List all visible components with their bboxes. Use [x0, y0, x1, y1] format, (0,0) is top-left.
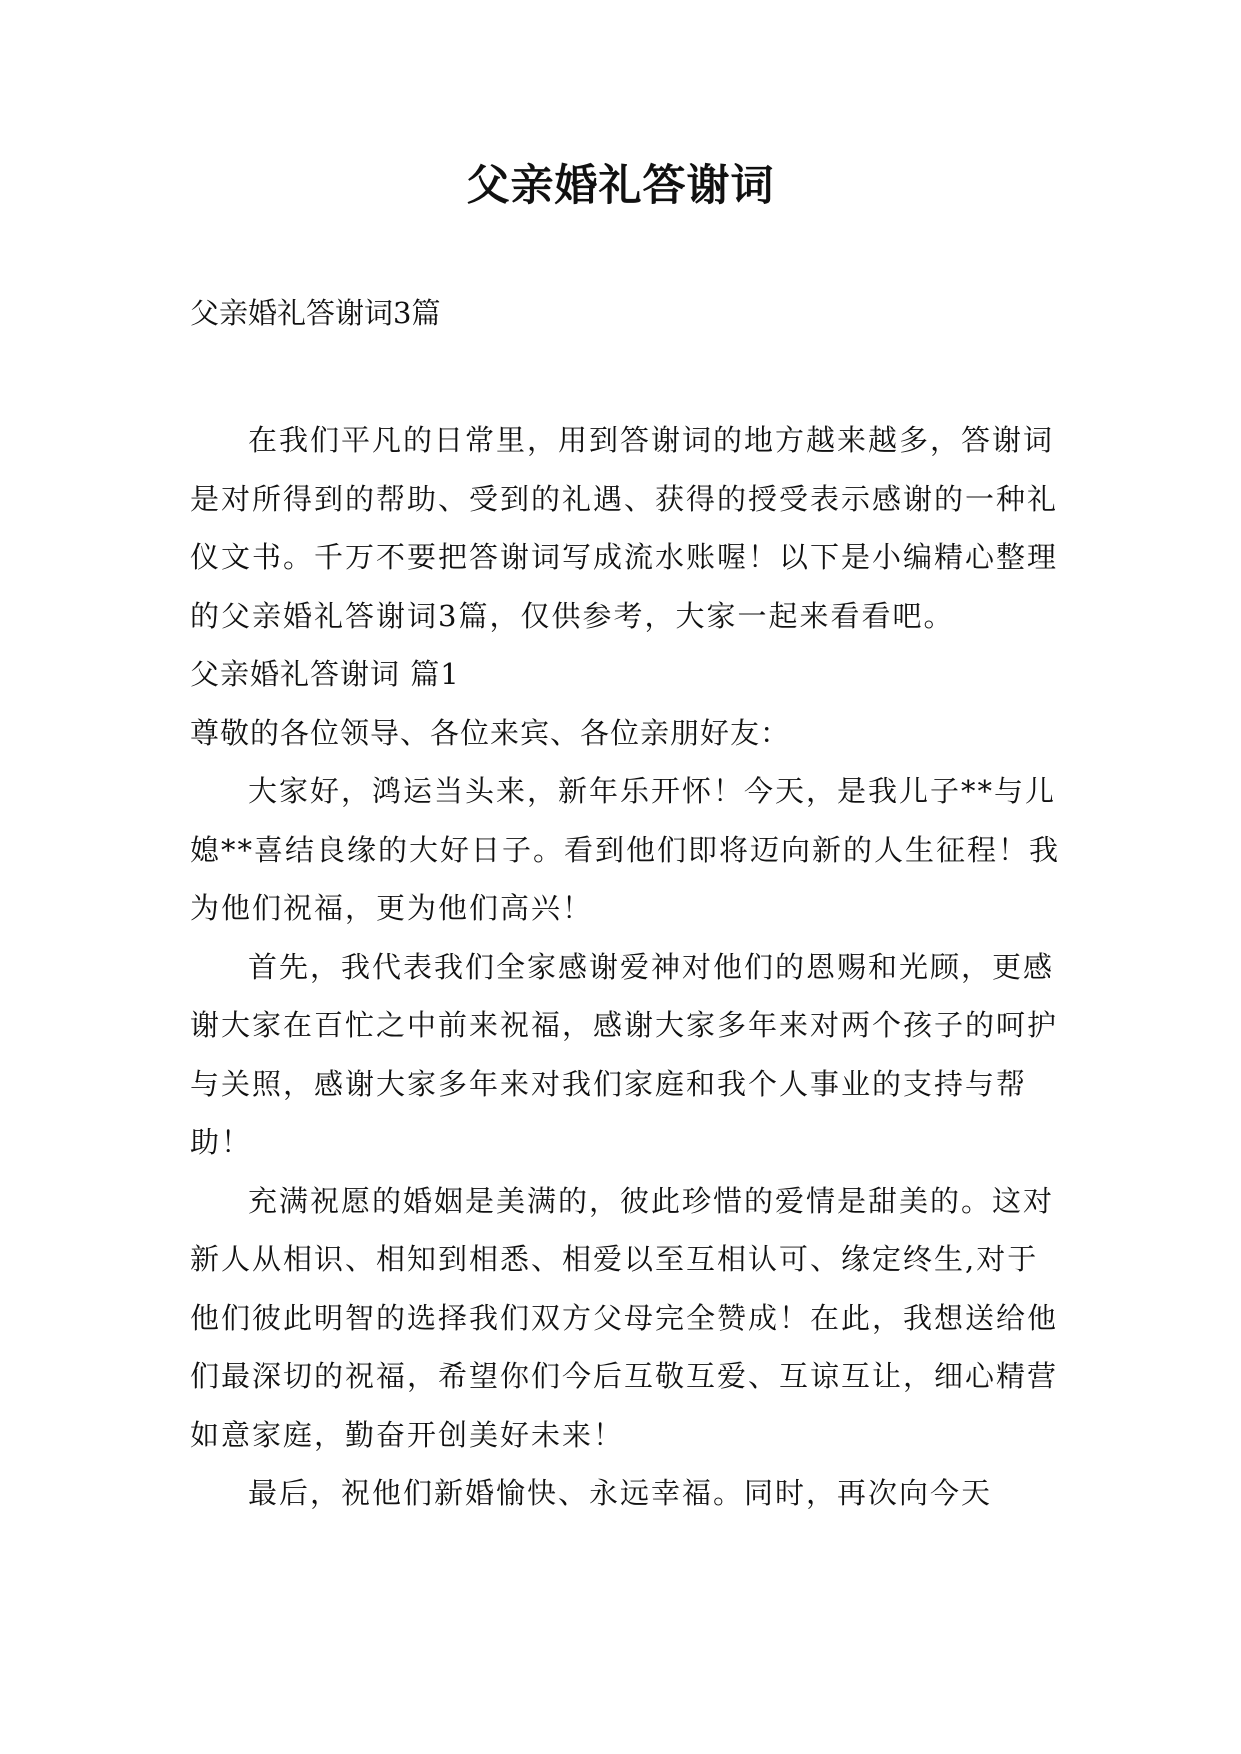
body-paragraph: 大家好，鸿运当头来，新年乐开怀！今天，是我儿子**与儿媳**喜结良缘的大好日子。看到他们即将迈向新的人生征程！我为他们祝福，更为他们高兴！: [190, 774, 1061, 925]
body-paragraph: 最后，祝他们新婚愉快、永远幸福。同时，再次向今天: [248, 1476, 993, 1510]
salutation: 尊敬的各位领导、各位来宾、各位亲朋好友：: [190, 715, 791, 750]
body-paragraph: 充满祝愿的婚姻是美满的，彼此珍惜的爱情是甜美的。这对新人从相识、相知到相悉、相爱以至互相认可、缘定终生,对于他们彼此明智的选择我们双方父母完全赞成！在此，我想送给他们最深切的祝福，希望你们今后互敬互爱、互谅互让，细心精营如意家庭，勤奋开创美好未来！: [190, 1183, 1059, 1452]
body-paragraph: 首先，我代表我们全家感谢爱神对他们的恩赐和光顾，更感谢大家在百忙之中前来祝福，感谢大家多年来对两个孩子的呵护与关照，感谢大家多年来对我们家庭和我个人事业的支持与帮助！: [190, 949, 1059, 1159]
document-subtitle: 父亲婚礼答谢词3篇: [190, 296, 441, 330]
document-body: [190, 411, 1060, 1523]
intro-paragraph: 在我们平凡的日常里，用到答谢词的地方越来越多，答谢词是对所得到的帮助、受到的礼遇、获得的授受表示感谢的一种礼仪文书。千万不要把答谢词写成流水账喔！以下是小编精心整理的父亲婚礼答谢词3篇，仅供参考，大家一起来看看吧。: [190, 423, 1059, 633]
section-heading: 父亲婚礼答谢词 篇1: [190, 657, 460, 691]
document-title: 父亲婚礼答谢词: [466, 161, 775, 211]
